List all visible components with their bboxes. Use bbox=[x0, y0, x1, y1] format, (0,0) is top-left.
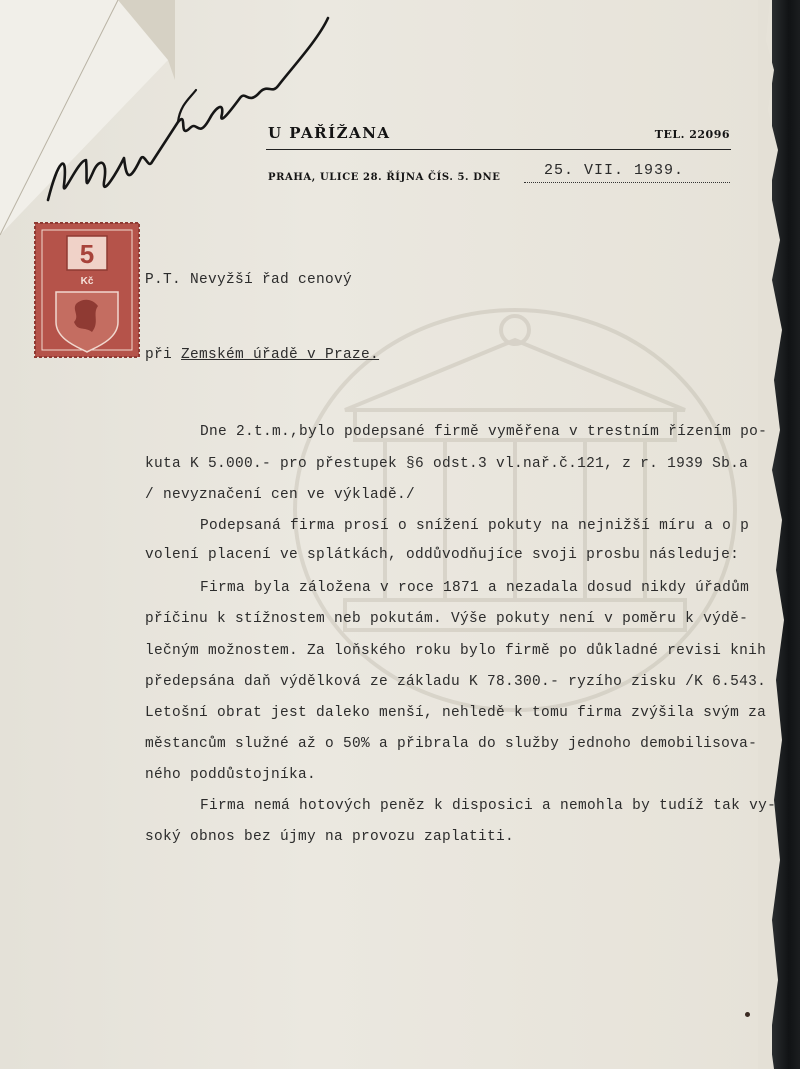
revenue-stamp bbox=[34, 222, 140, 358]
body-line: Dne 2.t.m.,bylo podepsané firmě vyměřena v trestním řízením po- bbox=[200, 424, 768, 440]
body-line: Firma nemá hotových peněz k disposici a nemohla by tudíž tak vy- bbox=[200, 798, 777, 814]
company-name: U PAŘÍŽANA bbox=[268, 124, 391, 142]
body-line: / nevyznačení cen ve výkladě./ bbox=[145, 487, 416, 503]
body-line: ného poddůstojníka. bbox=[145, 767, 317, 783]
body-line: příčinu k stížnostem neb pokutám. Výše pokuty není v poměru k výdě- bbox=[145, 611, 749, 627]
addressee-line-2 bbox=[145, 347, 379, 363]
body-line: Firma byla záložena v roce 1871 a nezadala dosud nikdy úřadům bbox=[200, 580, 750, 596]
body-line: volení placení ve splátkách, oddůvodňujíce svoji prosbu následuje: bbox=[145, 547, 740, 563]
date-dotted-line bbox=[524, 182, 730, 183]
letterhead-rule bbox=[266, 149, 731, 150]
body-line: soký obnos bez újmy na provozu zaplatiti. bbox=[145, 829, 515, 845]
addressee-line-1: P.T. Nevyžší řad cenový bbox=[145, 272, 353, 288]
torn-paper-edge bbox=[758, 0, 792, 1069]
body-line: Letošní obrat jest daleko menší, nehledě k tomu firma zvýšila svým za bbox=[145, 705, 767, 721]
body-line: předepsána daň výdělková ze základu K 78.300.- ryzího zisku /K 6.543. bbox=[145, 674, 767, 690]
handwritten-signature bbox=[28, 10, 358, 230]
company-address: PRAHA, ULICE 28. ŘÍJNA ČÍS. 5. DNE bbox=[268, 172, 501, 183]
body-line: městancům služné až o 50% a přibrala do služby jednoho demobilisova- bbox=[145, 736, 758, 752]
stamp-value: 5 bbox=[79, 239, 95, 269]
ink-spot bbox=[745, 1012, 750, 1017]
addressee-prefix: při bbox=[145, 347, 173, 363]
body-line: Podepsaná firma prosí o snížení pokuty na nejnižší míru a o p bbox=[200, 518, 750, 534]
telephone-number: TEL. 22096 bbox=[654, 128, 730, 141]
addressee-office: Zemském úřadě v Praze. bbox=[181, 347, 380, 363]
stamp-currency: Kč bbox=[80, 276, 94, 287]
body-line: kuta K 5.000.- pro přestupek §6 odst.3 vl.nař.č.121, z r. 1939 Sb.a bbox=[145, 456, 749, 472]
body-line: lečným možnostem. Za loňského roku bylo firmě po důkladné revisi knih bbox=[145, 643, 767, 659]
letter-date: 25. VII. 1939. bbox=[544, 162, 685, 179]
